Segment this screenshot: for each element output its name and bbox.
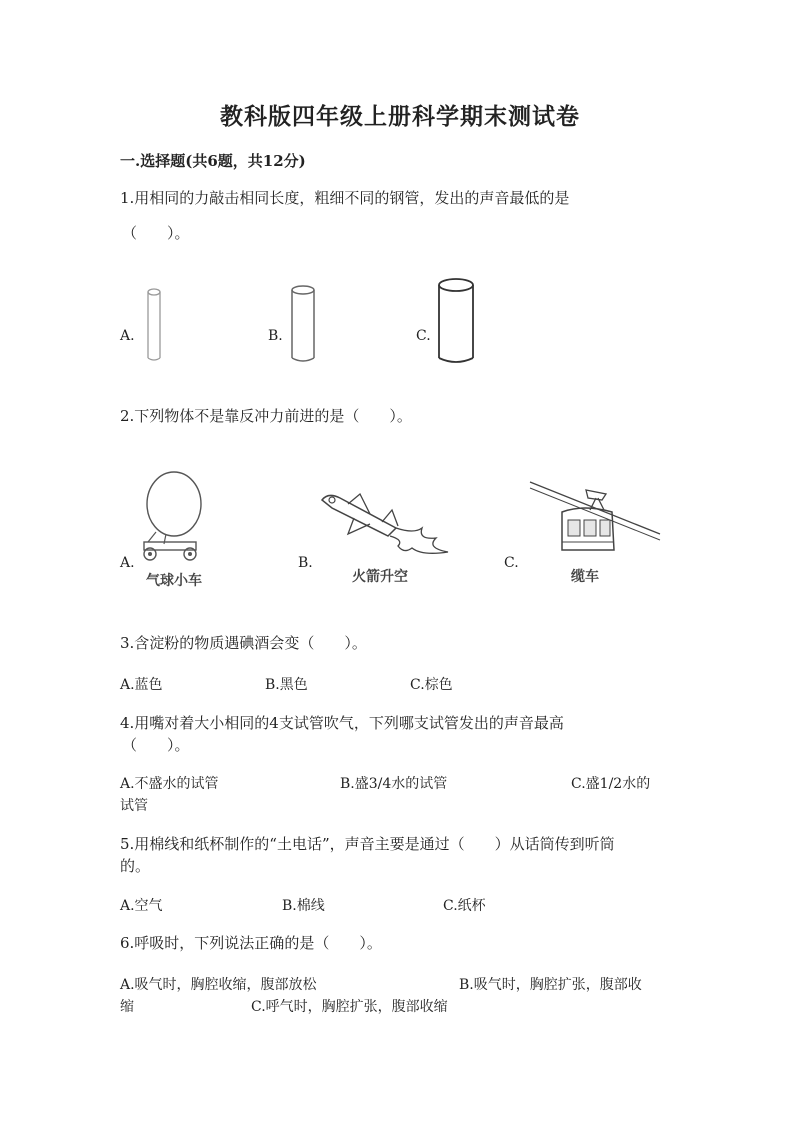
q4-option-a: A.不盛水的试管 xyxy=(120,776,219,792)
question-5-text-wrap: 的。 xyxy=(120,857,151,875)
q3-option-b: B.黑色 xyxy=(265,677,308,693)
q5-option-b: B.棉线 xyxy=(282,898,325,914)
thick-pipe-image xyxy=(434,276,478,368)
q6-option-b-wrap: 缩 xyxy=(120,999,134,1015)
balloon-car-caption: 气球小车 xyxy=(146,573,202,589)
question-5-text: 5.用棉线和纸杯制作的“土电话”，声音主要是通过（ ）从话筒传到听筒 xyxy=(120,835,615,853)
medium-pipe-image xyxy=(286,282,320,366)
question-1-blank: （ ）。 xyxy=(122,224,190,242)
q5-option-c: C.纸杯 xyxy=(443,898,486,914)
q2-option-c-label: C. xyxy=(504,555,519,571)
q2-option-b-label: B. xyxy=(298,555,313,571)
q6-option-b: B.吸气时，胸腔扩张，腹部收 xyxy=(459,977,642,993)
q2-option-a-label: A. xyxy=(120,555,135,571)
cable-car-caption: 缆车 xyxy=(571,569,599,585)
q3-option-a: A.蓝色 xyxy=(120,677,163,693)
q6-option-a: A.吸气时，胸腔收缩，腹部放松 xyxy=(120,977,317,993)
rocket-caption: 火箭升空 xyxy=(352,569,408,585)
section-heading: 一.选择题(共6题，共12分) xyxy=(120,152,306,170)
rocket-launch-image xyxy=(318,488,454,560)
q3-option-c: C.棕色 xyxy=(410,677,453,693)
question-6-text: 6.呼吸时，下列说法正确的是（ ）。 xyxy=(120,934,382,952)
q1-option-c-label: C. xyxy=(416,328,431,344)
question-3-text: 3.含淀粉的物质遇碘酒会变（ ）。 xyxy=(120,634,367,652)
question-4-text: 4.用嘴对着大小相同的4支试管吹气，下列哪支试管发出的声音最高 xyxy=(120,714,564,732)
q4-option-c-wrap: 试管 xyxy=(120,798,148,814)
balloon-car-image xyxy=(136,470,208,562)
question-4-blank: （ ）。 xyxy=(122,736,190,754)
thin-pipe-image xyxy=(140,284,168,366)
q5-option-a: A.空气 xyxy=(120,898,163,914)
question-1-text: 1.用相同的力敲击相同长度，粗细不同的钢管，发出的声音最低的是 xyxy=(120,189,570,207)
q1-option-a-label: A. xyxy=(120,328,135,344)
q6-option-c: C.呼气时，胸腔扩张，腹部收缩 xyxy=(251,999,448,1015)
q1-option-b-label: B. xyxy=(268,328,283,344)
page-title: 教科版四年级上册科学期末测试卷 xyxy=(220,103,580,130)
q4-option-c: C.盛1/2水的 xyxy=(571,776,651,792)
q4-option-b: B.盛3/4水的试管 xyxy=(340,776,448,792)
question-2-text: 2.下列物体不是靠反冲力前进的是（ ）。 xyxy=(120,407,412,425)
cable-car-image xyxy=(528,476,662,560)
